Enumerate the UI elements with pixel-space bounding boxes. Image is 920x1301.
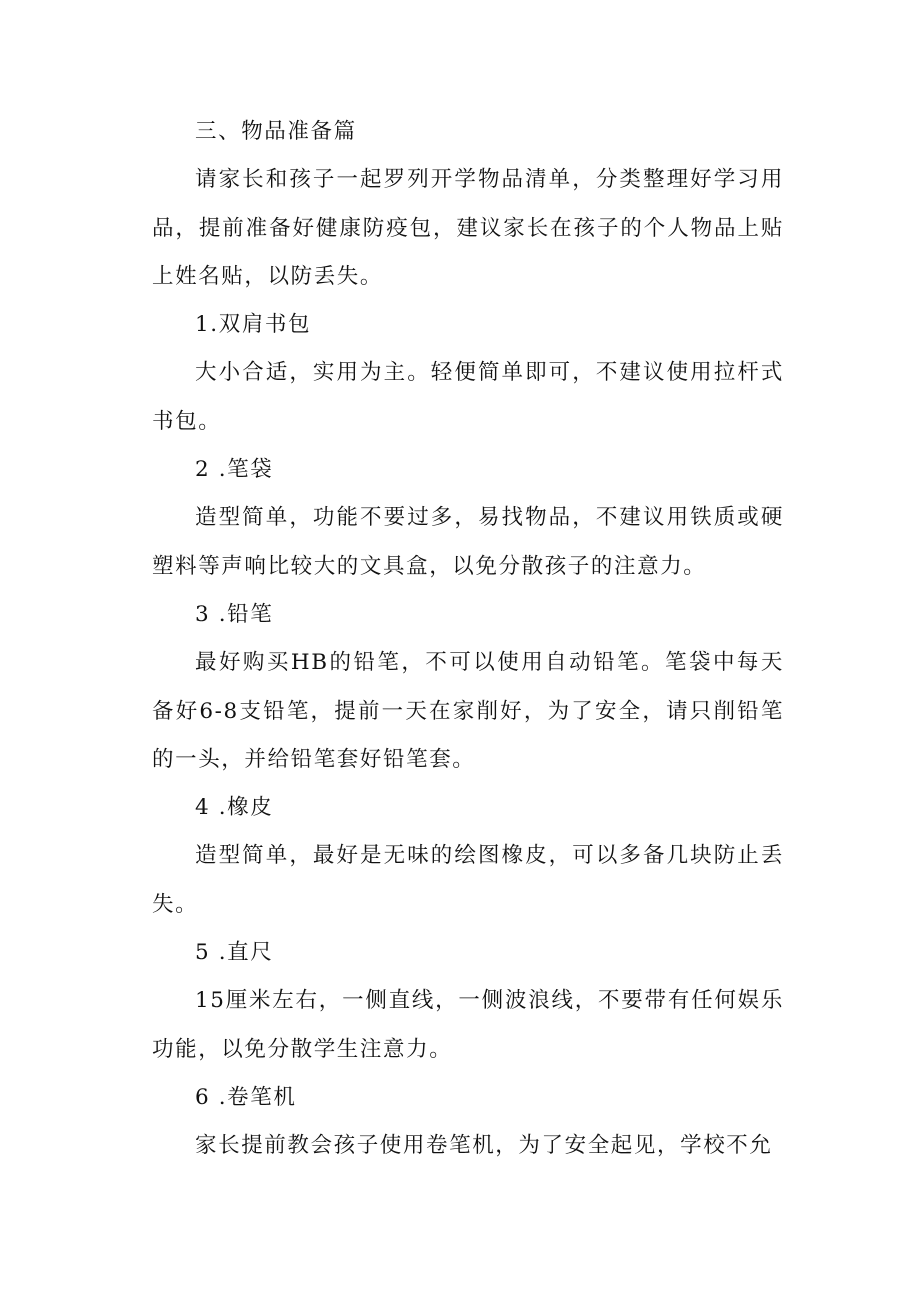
item-text-ruler: 15厘米左右，一侧直线，一侧波浪线，不要带有任何娱乐功能，以免分散学生注意力。 — [152, 988, 784, 1062]
item-heading-pencil: 3 .铅笔 — [195, 601, 274, 627]
item-text-pencil-sharpener: 家长提前教会孩子使用卷笔机，为了安全起见，学校不允 — [195, 1133, 773, 1159]
item-heading-backpack: 1.双肩书包 — [195, 312, 312, 338]
item-heading-pencil-sharpener: 6 .卷笔机 — [195, 1084, 297, 1110]
item-text-eraser: 造型简单，最好是无味的绘图橡皮，可以多备几块防止丢失。 — [152, 843, 784, 917]
item-heading-eraser: 4 .橡皮 — [195, 795, 274, 821]
item-heading-ruler: 5 .直尺 — [195, 940, 274, 966]
item-text-backpack: 大小合适，实用为主。轻便简单即可，不建议使用拉杆式书包。 — [152, 360, 784, 434]
intro-paragraph: 请家长和孩子一起罗列开学物品清单，分类整理好学习用品，提前准备好健康防疫包，建议家长在孩子的个人物品上贴上姓名贴，以防丢失。 — [152, 167, 784, 289]
section-title: 三、物品准备篇 — [195, 119, 357, 144]
item-heading-pencil-case: 2 .笔袋 — [195, 457, 274, 483]
item-text-pencil: 最好购买HB的铅笔，不可以使用自动铅笔。笔袋中每天备好6-8支铅笔，提前一天在家削好，为了安全，请只削铅笔的一头，并给铅笔套好铅笔套。 — [152, 650, 784, 772]
document-page — [152, 108, 784, 1171]
item-text-pencil-case: 造型简单，功能不要过多，易找物品，不建议用铁质或硬塑料等声响比较大的文具盒，以免分散孩子的注意力。 — [152, 505, 784, 579]
